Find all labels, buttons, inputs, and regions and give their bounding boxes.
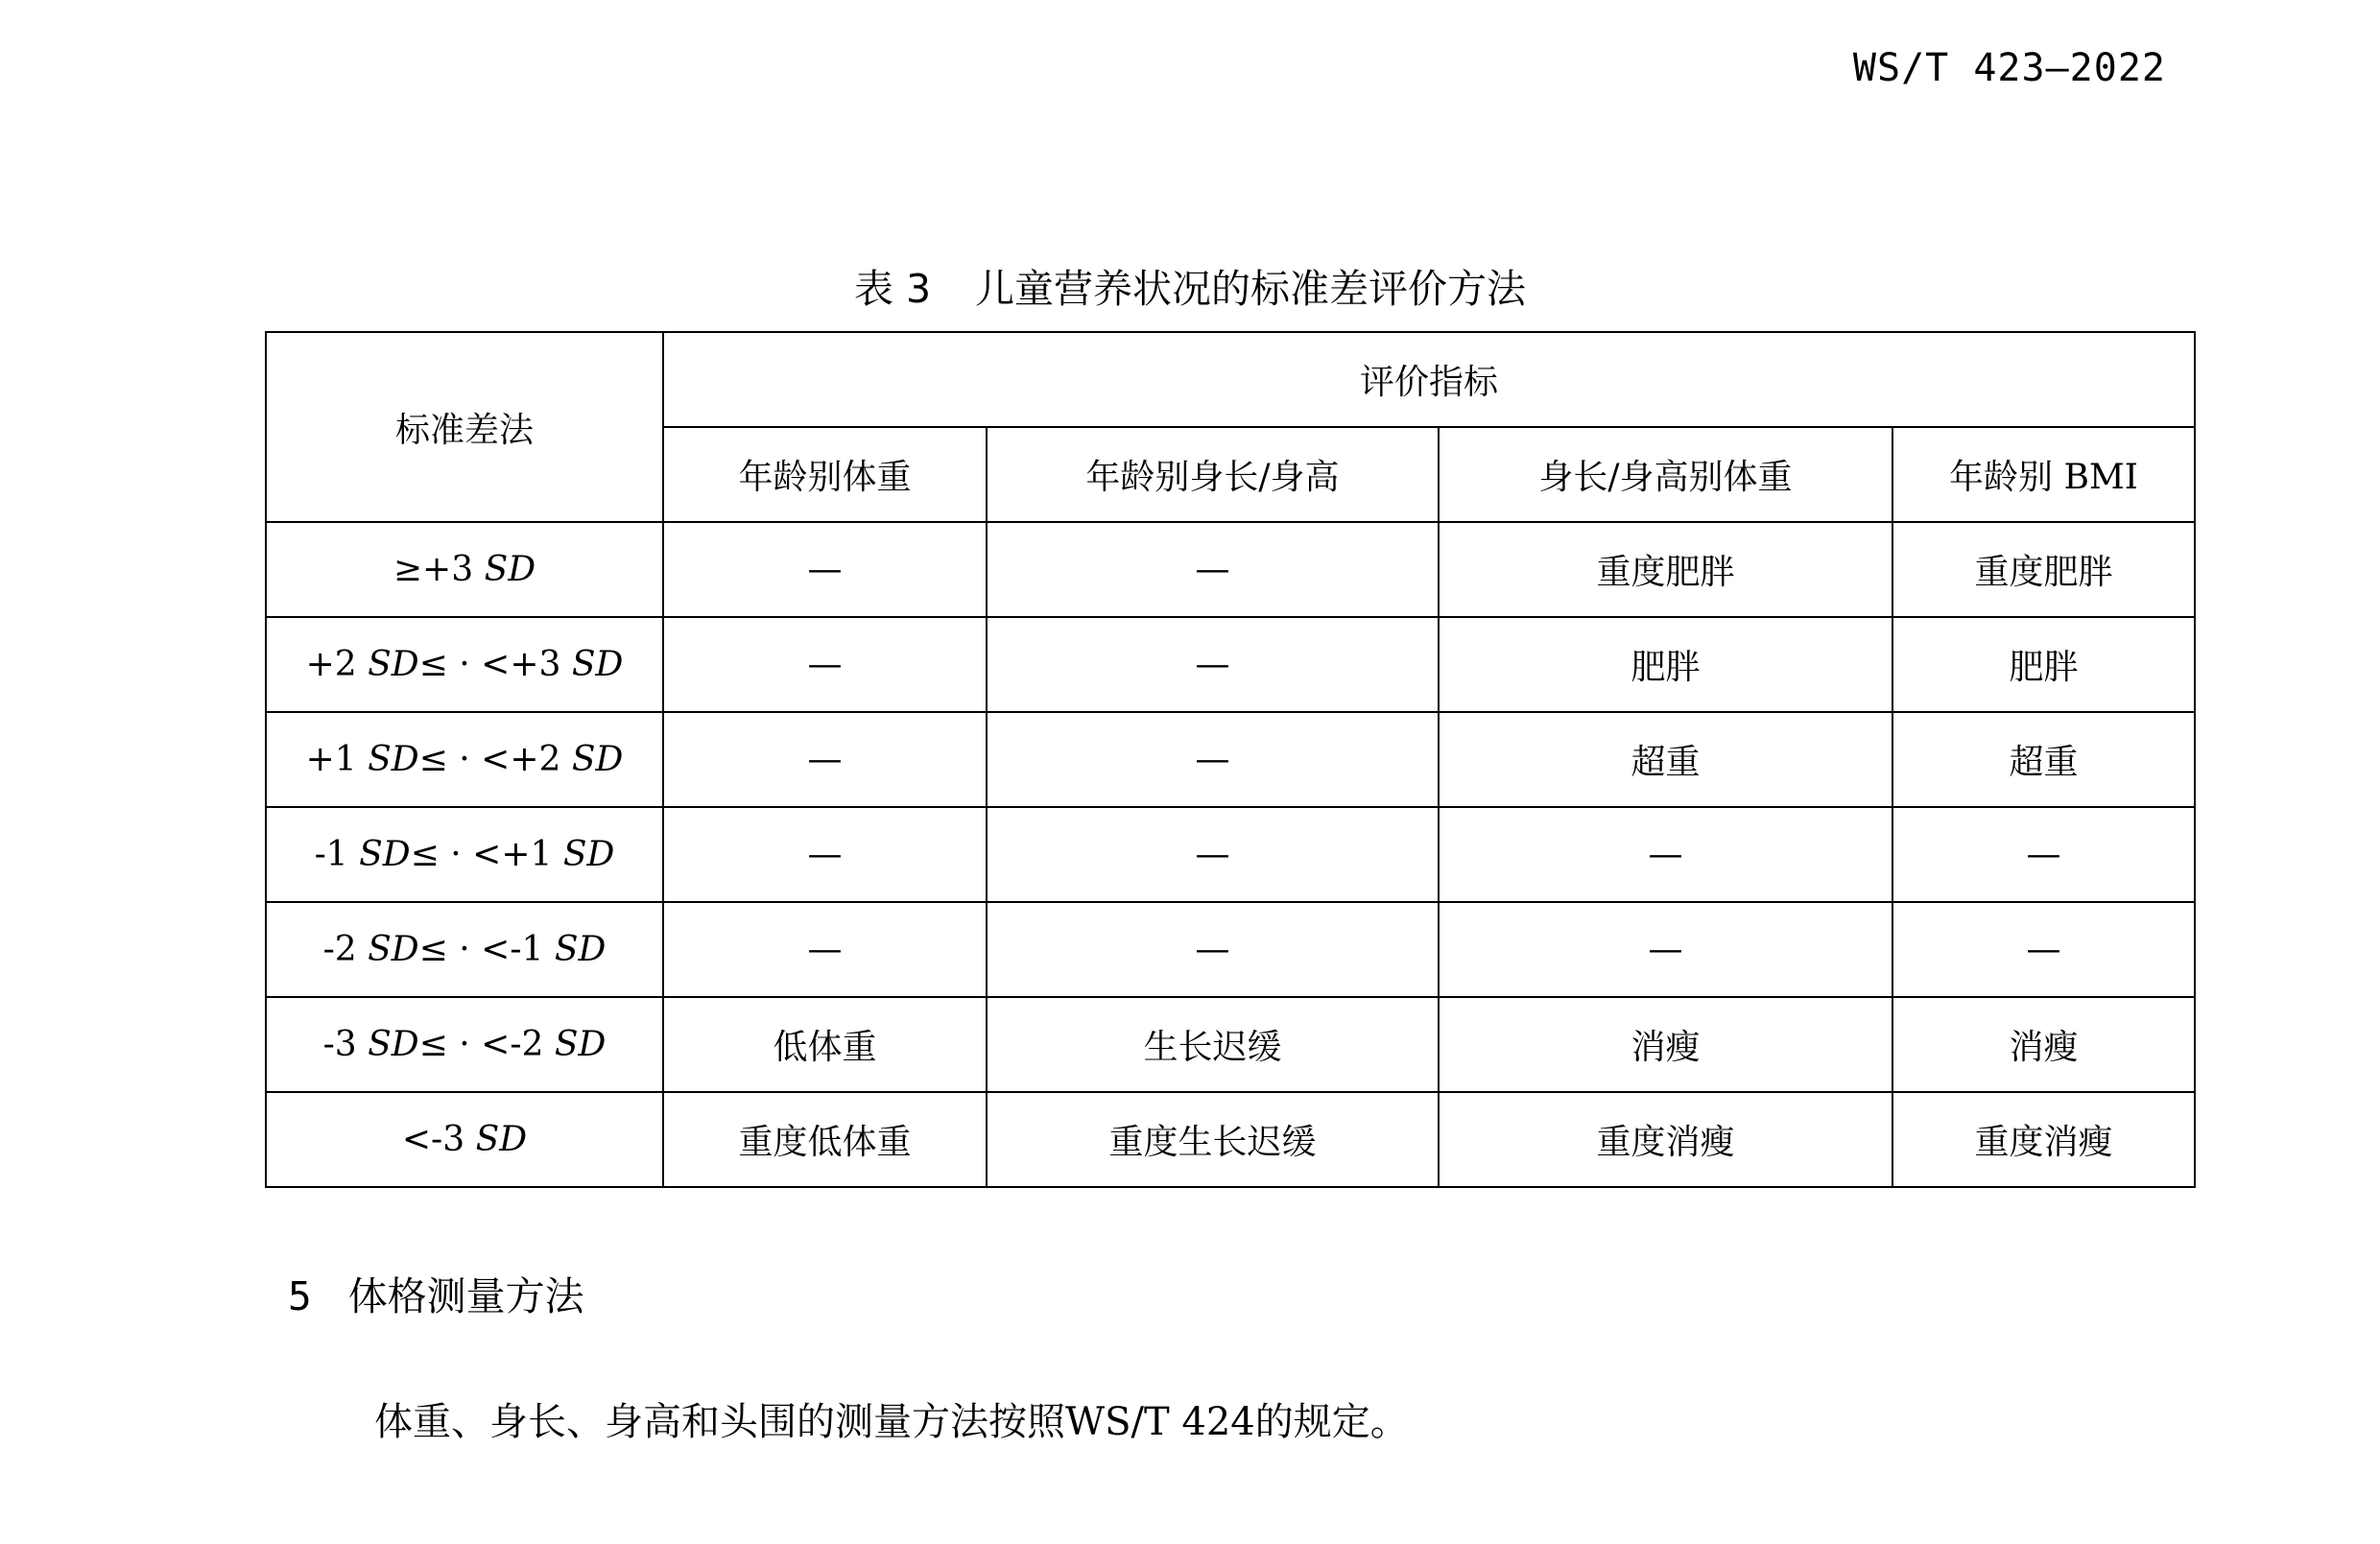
sd-symbol: SD [368,740,419,779]
sd-evaluation-table [265,331,2196,1188]
table-cell: 重度消瘦 [1892,1092,2195,1187]
sd-symbol: SD [359,835,411,874]
sd-symbol: SD [368,645,419,684]
table-cell: — [663,902,987,997]
sd-range-cell [266,1092,663,1187]
section-heading [288,1265,584,1321]
sd-symbol: SD [484,550,536,589]
sd-text: -1 [314,835,360,874]
sd-symbol: SD [554,1025,607,1064]
table-cell: 生长迟缓 [987,997,1439,1092]
sd-symbol: SD [475,1120,528,1159]
sd-symbol: SD [368,1025,419,1064]
body-paragraph: 体重、身长、身高和头围的测量方法按照WS/T 424的规定。 [374,1400,1409,1444]
sd-symbol: SD [368,930,419,969]
table-cell: 超重 [1439,712,1892,807]
sd-text: ≥+3 [393,550,485,589]
section-title: 体格测量方法 [347,1273,584,1319]
table-cell: — [663,617,987,712]
sd-symbol: SD [571,645,624,684]
column-header: 身长/身高别体重 [1439,427,1892,522]
sd-text: ≤ · <-2 [418,1025,555,1064]
table-title [0,257,2380,314]
table-title-text: 儿童营养状况的标准差评价方法 [975,266,1527,312]
column-header: 年龄别 BMI [1892,427,2195,522]
table-cell: — [1892,807,2195,902]
column-header: 年龄别体重 [663,427,987,522]
sd-range-cell [266,902,663,997]
standard-code: WS/T 423—2022 [1852,46,2166,90]
table-cell: — [987,712,1439,807]
sd-symbol: SD [571,740,624,779]
header-evaluation-indicators: 评价指标 [663,332,2195,427]
section-number: 5 [288,1273,312,1319]
table-cell: 消瘦 [1892,997,2195,1092]
sd-text: -3 [322,1025,369,1064]
table-header-row [266,332,2195,427]
table-row [266,997,2195,1092]
table-row [266,902,2195,997]
table-row [266,807,2195,902]
table-row [266,617,2195,712]
sd-text: +1 [305,740,369,779]
table-cell: — [987,807,1439,902]
table-cell: 低体重 [663,997,987,1092]
table-cell: 消瘦 [1439,997,1892,1092]
table-cell: — [663,712,987,807]
table-cell: 重度生长迟缓 [987,1092,1439,1187]
sd-symbol: SD [562,835,615,874]
table-title-number: 表 3 [853,266,932,312]
table-cell: — [663,807,987,902]
table-row [266,712,2195,807]
sd-range-cell [266,712,663,807]
sd-text: ≤ · <+2 [418,740,572,779]
table-cell: 重度消瘦 [1439,1092,1892,1187]
table-cell: 重度肥胖 [1892,522,2195,617]
table-cell: — [1439,902,1892,997]
sd-symbol: SD [554,930,607,969]
table-cell: 超重 [1892,712,2195,807]
column-header: 年龄别身长/身高 [987,427,1439,522]
sd-range-cell [266,997,663,1092]
table-row [266,1092,2195,1187]
sd-text: ≤ · <+3 [418,645,572,684]
table-cell: — [1439,807,1892,902]
sd-text: ≤ · <+1 [410,835,563,874]
table-cell: — [987,522,1439,617]
table-cell: 重度肥胖 [1439,522,1892,617]
sd-text: +2 [305,645,369,684]
sd-text: ≤ · <-1 [418,930,555,969]
sd-text: <-3 [401,1120,476,1159]
table-row [266,522,2195,617]
table-cell: — [1892,902,2195,997]
table-cell: 肥胖 [1892,617,2195,712]
sd-range-cell [266,522,663,617]
header-sd-method: 标准差法 [266,332,663,522]
sd-text: -2 [322,930,369,969]
table-cell: 重度低体重 [663,1092,987,1187]
table-cell: — [987,902,1439,997]
table-cell: — [663,522,987,617]
sd-range-cell [266,807,663,902]
sd-range-cell [266,617,663,712]
table-cell: — [987,617,1439,712]
table-cell: 肥胖 [1439,617,1892,712]
